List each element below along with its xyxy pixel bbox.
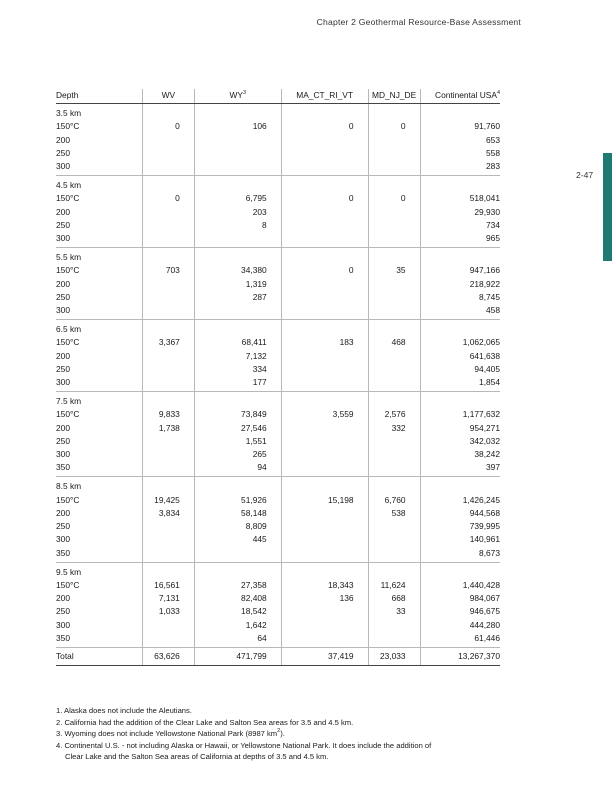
cell-md: 0 bbox=[368, 192, 420, 205]
cell-usa: 1,440,428 bbox=[420, 579, 500, 592]
cell-wy: 1,551 bbox=[194, 435, 281, 448]
cell-usa: 518,041 bbox=[420, 192, 500, 205]
cell-usa: 283 bbox=[420, 160, 500, 176]
cell-wv bbox=[142, 160, 194, 176]
cell-wv: 1,033 bbox=[142, 605, 194, 618]
table-row bbox=[56, 619, 500, 632]
temperature-label: 350 bbox=[56, 461, 142, 477]
temperature-label: 150°C bbox=[56, 121, 80, 132]
cell-md: 6,760 bbox=[368, 494, 420, 507]
depth-row bbox=[56, 392, 500, 409]
cell-usa: 1,854 bbox=[420, 376, 500, 392]
cell-ma bbox=[281, 477, 368, 494]
table-row bbox=[56, 632, 500, 648]
cell-wv bbox=[142, 147, 194, 160]
temperature-label: 200 bbox=[56, 593, 70, 604]
cell-usa bbox=[420, 477, 500, 494]
cell-usa: 458 bbox=[420, 304, 500, 320]
cell-usa: 558 bbox=[420, 147, 500, 160]
cell-usa: 1,177,632 bbox=[420, 408, 500, 421]
cell-wv: 16,561 bbox=[142, 579, 194, 592]
depth-label: 8.5 km bbox=[56, 481, 82, 492]
temperature-label: 200 bbox=[56, 134, 70, 145]
depth-row bbox=[56, 176, 500, 193]
temperature-label: 150°C bbox=[56, 193, 80, 204]
table-row bbox=[56, 219, 500, 232]
cell-md bbox=[368, 363, 420, 376]
cell-md bbox=[368, 376, 420, 392]
temperature-label: 300 bbox=[56, 304, 142, 320]
depth-label: 9.5 km bbox=[56, 566, 82, 577]
cell-md bbox=[368, 533, 420, 546]
footnote-1: 1. Alaska does not include the Aleutians. bbox=[56, 706, 192, 715]
temperature-label: 250 bbox=[56, 435, 70, 446]
cell-usa: 61,446 bbox=[420, 632, 500, 648]
cell-wv bbox=[142, 461, 194, 477]
temperature-label: 200 bbox=[56, 206, 70, 217]
table-row bbox=[56, 547, 500, 563]
temperature-label: 200 bbox=[56, 422, 70, 433]
temperature-label: 250 bbox=[56, 219, 70, 230]
cell-wv bbox=[142, 562, 194, 579]
table-row bbox=[56, 376, 500, 392]
cell-usa: 965 bbox=[420, 232, 500, 248]
table-row bbox=[56, 134, 500, 147]
cell-md bbox=[368, 304, 420, 320]
depth-row bbox=[56, 248, 500, 265]
cell-md bbox=[368, 461, 420, 477]
cell-wv bbox=[142, 376, 194, 392]
cell-ma bbox=[281, 134, 368, 147]
cell-wy: 287 bbox=[194, 291, 281, 304]
cell-md: 0 bbox=[368, 120, 420, 133]
cell-wy: 7,132 bbox=[194, 350, 281, 363]
cell-ma bbox=[281, 605, 368, 618]
cell-usa: 641,638 bbox=[420, 350, 500, 363]
temperature-label: 200 bbox=[56, 350, 70, 361]
total-label: Total bbox=[56, 647, 142, 665]
cell-md bbox=[368, 477, 420, 494]
cell-wy bbox=[194, 160, 281, 176]
cell-md: 33 bbox=[368, 605, 420, 618]
cell-usa: 944,568 bbox=[420, 507, 500, 520]
cell-ma bbox=[281, 176, 368, 193]
cell-usa bbox=[420, 392, 500, 409]
cell-wy: 334 bbox=[194, 363, 281, 376]
cell-usa bbox=[420, 320, 500, 337]
chapter-tab-marker bbox=[603, 153, 612, 261]
table-row bbox=[56, 206, 500, 219]
temperature-label: 350 bbox=[56, 547, 142, 563]
cell-wv: 19,425 bbox=[142, 494, 194, 507]
cell-wv bbox=[142, 547, 194, 563]
cell-usa: 29,930 bbox=[420, 206, 500, 219]
cell-wy bbox=[194, 232, 281, 248]
cell-usa bbox=[420, 176, 500, 193]
cell-md bbox=[368, 134, 420, 147]
chapter-header: Chapter 2 Geothermal Resource-Base Assessment bbox=[316, 17, 521, 27]
cell-md bbox=[368, 392, 420, 409]
table-row bbox=[56, 363, 500, 376]
cell-wv: 3,834 bbox=[142, 507, 194, 520]
cell-md bbox=[368, 160, 420, 176]
col-header-continental-usa: Continental USA$^4$ bbox=[420, 89, 500, 104]
cell-ma bbox=[281, 619, 368, 632]
cell-md bbox=[368, 219, 420, 232]
cell-wy bbox=[194, 304, 281, 320]
cell-ma bbox=[281, 461, 368, 477]
table-row bbox=[56, 291, 500, 304]
cell-wv: 0 bbox=[142, 192, 194, 205]
cell-md bbox=[368, 291, 420, 304]
col-header-md-nj-de: MD_NJ_DE bbox=[368, 89, 420, 104]
cell-wy: 18,542 bbox=[194, 605, 281, 618]
depth-row bbox=[56, 104, 500, 121]
cell-md: 11,624 bbox=[368, 579, 420, 592]
cell-wv: 7,131 bbox=[142, 592, 194, 605]
cell-md: 35 bbox=[368, 264, 420, 277]
cell-wy: 34,380 bbox=[194, 264, 281, 277]
cell-wy: 27,546 bbox=[194, 422, 281, 435]
depth-label: 5.5 km bbox=[56, 252, 82, 263]
temperature-label: 200 bbox=[56, 278, 70, 289]
cell-md: 2,576 bbox=[368, 408, 420, 421]
cell-md bbox=[368, 104, 420, 121]
cell-usa: 8,673 bbox=[420, 547, 500, 563]
table-row bbox=[56, 278, 500, 291]
cell-usa: 94,405 bbox=[420, 363, 500, 376]
cell-usa: 91,760 bbox=[420, 120, 500, 133]
cell-md bbox=[368, 206, 420, 219]
cell-ma bbox=[281, 632, 368, 648]
table-header-row bbox=[56, 89, 500, 104]
cell-wy bbox=[194, 562, 281, 579]
cell-wy: 1,319 bbox=[194, 278, 281, 291]
cell-ma: 15,198 bbox=[281, 494, 368, 507]
cell-ma bbox=[281, 533, 368, 546]
cell-wy: 203 bbox=[194, 206, 281, 219]
col-header-depth: Depth bbox=[56, 89, 142, 104]
cell-md bbox=[368, 435, 420, 448]
temperature-label: 200 bbox=[56, 507, 70, 518]
cell-wv bbox=[142, 134, 194, 147]
cell-wv bbox=[142, 291, 194, 304]
temperature-label: 250 bbox=[56, 291, 70, 302]
cell-md bbox=[368, 248, 420, 265]
table-row bbox=[56, 435, 500, 448]
table-row bbox=[56, 520, 500, 533]
cell-wv bbox=[142, 392, 194, 409]
resource-base-table bbox=[56, 89, 500, 666]
cell-wv: 0 bbox=[142, 120, 194, 133]
total-usa: 13,267,370 bbox=[420, 647, 500, 665]
cell-wy: 82,408 bbox=[194, 592, 281, 605]
cell-ma bbox=[281, 104, 368, 121]
cell-wy: 64 bbox=[194, 632, 281, 648]
cell-wv bbox=[142, 278, 194, 291]
cell-usa: 984,067 bbox=[420, 592, 500, 605]
depth-label: 6.5 km bbox=[56, 324, 82, 335]
cell-wv bbox=[142, 619, 194, 632]
cell-ma: 0 bbox=[281, 192, 368, 205]
cell-ma: 3,559 bbox=[281, 408, 368, 421]
cell-md bbox=[368, 176, 420, 193]
cell-wy: 27,358 bbox=[194, 579, 281, 592]
cell-usa: 1,426,245 bbox=[420, 494, 500, 507]
cell-usa: 734 bbox=[420, 219, 500, 232]
cell-wv bbox=[142, 448, 194, 461]
cell-ma bbox=[281, 291, 368, 304]
cell-wy: 94 bbox=[194, 461, 281, 477]
cell-wv bbox=[142, 533, 194, 546]
cell-md bbox=[368, 632, 420, 648]
cell-wy: 51,926 bbox=[194, 494, 281, 507]
cell-wy bbox=[194, 147, 281, 160]
depth-label: 3.5 km bbox=[56, 108, 82, 119]
cell-wv bbox=[142, 363, 194, 376]
cell-md bbox=[368, 232, 420, 248]
cell-wy: 6,795 bbox=[194, 192, 281, 205]
table-row bbox=[56, 120, 500, 133]
total-row bbox=[56, 647, 500, 665]
cell-wy: 106 bbox=[194, 120, 281, 133]
cell-wy bbox=[194, 547, 281, 563]
cell-ma: 18,343 bbox=[281, 579, 368, 592]
cell-wv bbox=[142, 350, 194, 363]
cell-wy: 265 bbox=[194, 448, 281, 461]
depth-row bbox=[56, 477, 500, 494]
cell-wv bbox=[142, 176, 194, 193]
cell-wv bbox=[142, 320, 194, 337]
footnote-2: 2. California had the addition of the Clear Lake and Salton Sea areas for 3.5 and 4.5 km. bbox=[56, 717, 354, 727]
cell-wv bbox=[142, 104, 194, 121]
cell-usa: 739,995 bbox=[420, 520, 500, 533]
cell-md bbox=[368, 547, 420, 563]
cell-wy: 177 bbox=[194, 376, 281, 392]
table-row bbox=[56, 592, 500, 605]
cell-ma bbox=[281, 147, 368, 160]
cell-md bbox=[368, 520, 420, 533]
cell-usa: 38,242 bbox=[420, 448, 500, 461]
cell-ma bbox=[281, 376, 368, 392]
cell-ma bbox=[281, 392, 368, 409]
cell-ma bbox=[281, 219, 368, 232]
cell-ma bbox=[281, 160, 368, 176]
footnotes bbox=[56, 705, 516, 763]
cell-wv bbox=[142, 219, 194, 232]
cell-wy bbox=[194, 248, 281, 265]
cell-md bbox=[368, 320, 420, 337]
cell-ma bbox=[281, 248, 368, 265]
temperature-label: 150°C bbox=[56, 337, 80, 348]
temperature-label: 300 bbox=[56, 232, 142, 248]
cell-wy bbox=[194, 477, 281, 494]
cell-usa: 140,961 bbox=[420, 533, 500, 546]
cell-ma bbox=[281, 520, 368, 533]
temperature-label: 300 bbox=[56, 534, 70, 545]
col-header-wy: $WY^3$ bbox=[194, 89, 281, 104]
table-row bbox=[56, 147, 500, 160]
total-wv: 63,626 bbox=[142, 647, 194, 665]
cell-md: 468 bbox=[368, 336, 420, 349]
cell-wy: 1,642 bbox=[194, 619, 281, 632]
cell-md: 332 bbox=[368, 422, 420, 435]
temperature-label: 150°C bbox=[56, 265, 80, 276]
table-row bbox=[56, 448, 500, 461]
table-row bbox=[56, 408, 500, 421]
temperature-label: 300 bbox=[56, 160, 142, 176]
cell-usa bbox=[420, 248, 500, 265]
cell-ma: 0 bbox=[281, 264, 368, 277]
table-row bbox=[56, 507, 500, 520]
cell-wy bbox=[194, 134, 281, 147]
cell-md: 538 bbox=[368, 507, 420, 520]
temperature-label: 150°C bbox=[56, 494, 80, 505]
table-row bbox=[56, 422, 500, 435]
table-row bbox=[56, 232, 500, 248]
table-row bbox=[56, 192, 500, 205]
cell-usa: 218,922 bbox=[420, 278, 500, 291]
cell-wy: 73,849 bbox=[194, 408, 281, 421]
table-row bbox=[56, 494, 500, 507]
temperature-label: 150°C bbox=[56, 579, 80, 590]
cell-usa bbox=[420, 562, 500, 579]
cell-ma: 183 bbox=[281, 336, 368, 349]
cell-wv: 9,833 bbox=[142, 408, 194, 421]
temperature-label: 250 bbox=[56, 147, 70, 158]
depth-label: 4.5 km bbox=[56, 180, 82, 191]
temperature-label: 300 bbox=[56, 449, 70, 460]
cell-md: 668 bbox=[368, 592, 420, 605]
cell-ma bbox=[281, 448, 368, 461]
cell-ma: 0 bbox=[281, 120, 368, 133]
table-row bbox=[56, 461, 500, 477]
cell-wv bbox=[142, 435, 194, 448]
col-header-wv: WV bbox=[142, 89, 194, 104]
cell-usa: 954,271 bbox=[420, 422, 500, 435]
cell-ma bbox=[281, 507, 368, 520]
cell-wv: 1,738 bbox=[142, 422, 194, 435]
cell-md bbox=[368, 350, 420, 363]
cell-ma bbox=[281, 304, 368, 320]
cell-ma bbox=[281, 278, 368, 291]
cell-wy bbox=[194, 176, 281, 193]
table-row bbox=[56, 533, 500, 546]
depth-row bbox=[56, 320, 500, 337]
table-row bbox=[56, 579, 500, 592]
footnote-3: 3. Wyoming does not include Yellowstone National Park (8987 $km^2$). bbox=[56, 728, 285, 739]
temperature-label: 250 bbox=[56, 606, 70, 617]
cell-wy: 68,411 bbox=[194, 336, 281, 349]
page-number: 2-47 bbox=[576, 170, 594, 180]
cell-md bbox=[368, 147, 420, 160]
cell-usa: 8,745 bbox=[420, 291, 500, 304]
col-header-ma-ct-ri-vt: MA_CT_RI_VT bbox=[281, 89, 368, 104]
table-row bbox=[56, 304, 500, 320]
cell-wy bbox=[194, 392, 281, 409]
cell-ma bbox=[281, 206, 368, 219]
temperature-label: 300 bbox=[56, 376, 142, 392]
temperature-label: 350 bbox=[56, 632, 142, 648]
cell-md bbox=[368, 562, 420, 579]
cell-wy: 8,809 bbox=[194, 520, 281, 533]
cell-ma bbox=[281, 363, 368, 376]
depth-row bbox=[56, 562, 500, 579]
cell-wv: 703 bbox=[142, 264, 194, 277]
temperature-label: 250 bbox=[56, 363, 70, 374]
cell-ma bbox=[281, 232, 368, 248]
cell-wy: 58,148 bbox=[194, 507, 281, 520]
depth-label: 7.5 km bbox=[56, 396, 82, 407]
cell-ma bbox=[281, 422, 368, 435]
cell-ma bbox=[281, 435, 368, 448]
cell-usa bbox=[420, 104, 500, 121]
cell-ma bbox=[281, 547, 368, 563]
cell-ma bbox=[281, 350, 368, 363]
cell-md bbox=[368, 278, 420, 291]
cell-usa: 946,675 bbox=[420, 605, 500, 618]
cell-wy bbox=[194, 320, 281, 337]
cell-wv bbox=[142, 304, 194, 320]
cell-wv bbox=[142, 520, 194, 533]
table-row bbox=[56, 350, 500, 363]
total-md: 23,033 bbox=[368, 647, 420, 665]
cell-usa: 397 bbox=[420, 461, 500, 477]
cell-ma: 136 bbox=[281, 592, 368, 605]
cell-ma bbox=[281, 320, 368, 337]
cell-wv bbox=[142, 632, 194, 648]
cell-usa: 1,062,065 bbox=[420, 336, 500, 349]
cell-wy: 8 bbox=[194, 219, 281, 232]
cell-md bbox=[368, 448, 420, 461]
cell-wv bbox=[142, 248, 194, 265]
cell-usa: 342,032 bbox=[420, 435, 500, 448]
cell-wv bbox=[142, 206, 194, 219]
cell-wv: 3,367 bbox=[142, 336, 194, 349]
cell-ma bbox=[281, 562, 368, 579]
table-row bbox=[56, 605, 500, 618]
total-wy: 471,799 bbox=[194, 647, 281, 665]
cell-wv bbox=[142, 232, 194, 248]
table-row bbox=[56, 160, 500, 176]
footnote-4: 4. Continental U.S. - not including Alaska or Hawaii, or Yellowstone National Park. It does include the addition of Clear Lake and the Salton Sea areas of California at depths of 3.5 and 4.5 km. bbox=[56, 740, 432, 762]
cell-usa: 947,166 bbox=[420, 264, 500, 277]
table-row bbox=[56, 264, 500, 277]
temperature-label: 150°C bbox=[56, 409, 80, 420]
cell-wy bbox=[194, 104, 281, 121]
temperature-label: 250 bbox=[56, 521, 70, 532]
cell-wy: 445 bbox=[194, 533, 281, 546]
total-ma: 37,419 bbox=[281, 647, 368, 665]
table-row bbox=[56, 336, 500, 349]
temperature-label: 300 bbox=[56, 619, 70, 630]
cell-usa: 653 bbox=[420, 134, 500, 147]
cell-wv bbox=[142, 477, 194, 494]
cell-usa: 444,280 bbox=[420, 619, 500, 632]
cell-md bbox=[368, 619, 420, 632]
